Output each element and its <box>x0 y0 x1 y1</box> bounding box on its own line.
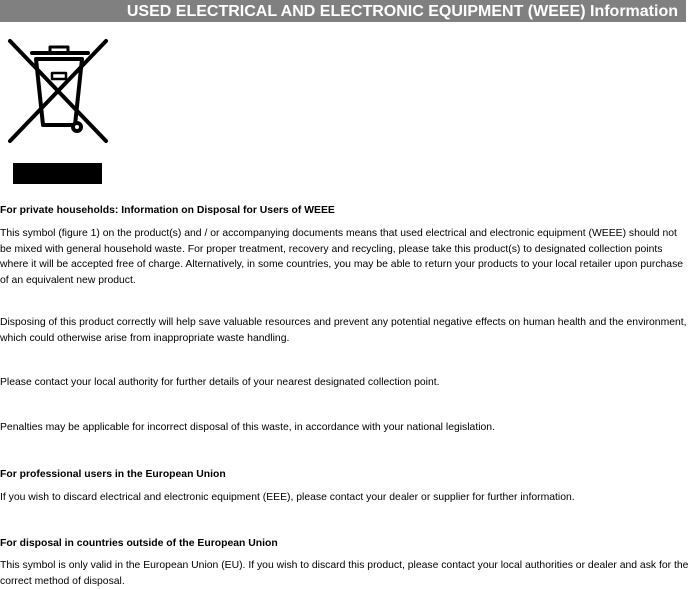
heading-outside-eu: For disposal in countries outside of the European Union <box>0 538 278 549</box>
heading-professional-users: For professional users in the European Union <box>0 469 226 480</box>
paragraph-professional-users: If you wish to discard electrical and electronic equipment (EEE), please contact your dealer or supplier for further information. <box>0 492 575 503</box>
page-title: USED ELECTRICAL AND ELECTRONIC EQUIPMENT (WEEE) Information <box>126 3 678 20</box>
paragraph-disposing: Disposing of this product correctly will help save valuable resources and prevent any potential negative effects on human health and the environment, which could otherwise arise from inappropriate waste handling. <box>0 317 687 344</box>
crossed-out-wheeled-bin-icon <box>6 37 112 184</box>
paragraph-weee-symbol: This symbol (figure 1) on the product(s) and / or accompanying documents means that used electrical and electronic equipment (WEEE) should not be mixed with general household waste. For proper treatment, recovery and recycling, please take this product(s) to designated collection points where it will be accepted free of charge. Alternatively, in some countries, you may be able to return your products to your local retailer upon purchase of an equivalent new product. <box>0 228 684 286</box>
paragraph-contact-authority: Please contact your local authority for further details of your nearest designated collection point. <box>0 377 440 388</box>
paragraph-outside-eu: This symbol is only valid in the European Union (EU). If you wish to discard this product, please contact your local authorities or dealer and ask for the correct method of disposal. <box>0 560 689 587</box>
title-bar <box>0 0 686 22</box>
paragraph-penalties: Penalties may be applicable for incorrect disposal of this waste, in accordance with your national legislation. <box>0 422 495 433</box>
heading-private-households: For private households: Information on Disposal for Users of WEEE <box>0 205 335 216</box>
